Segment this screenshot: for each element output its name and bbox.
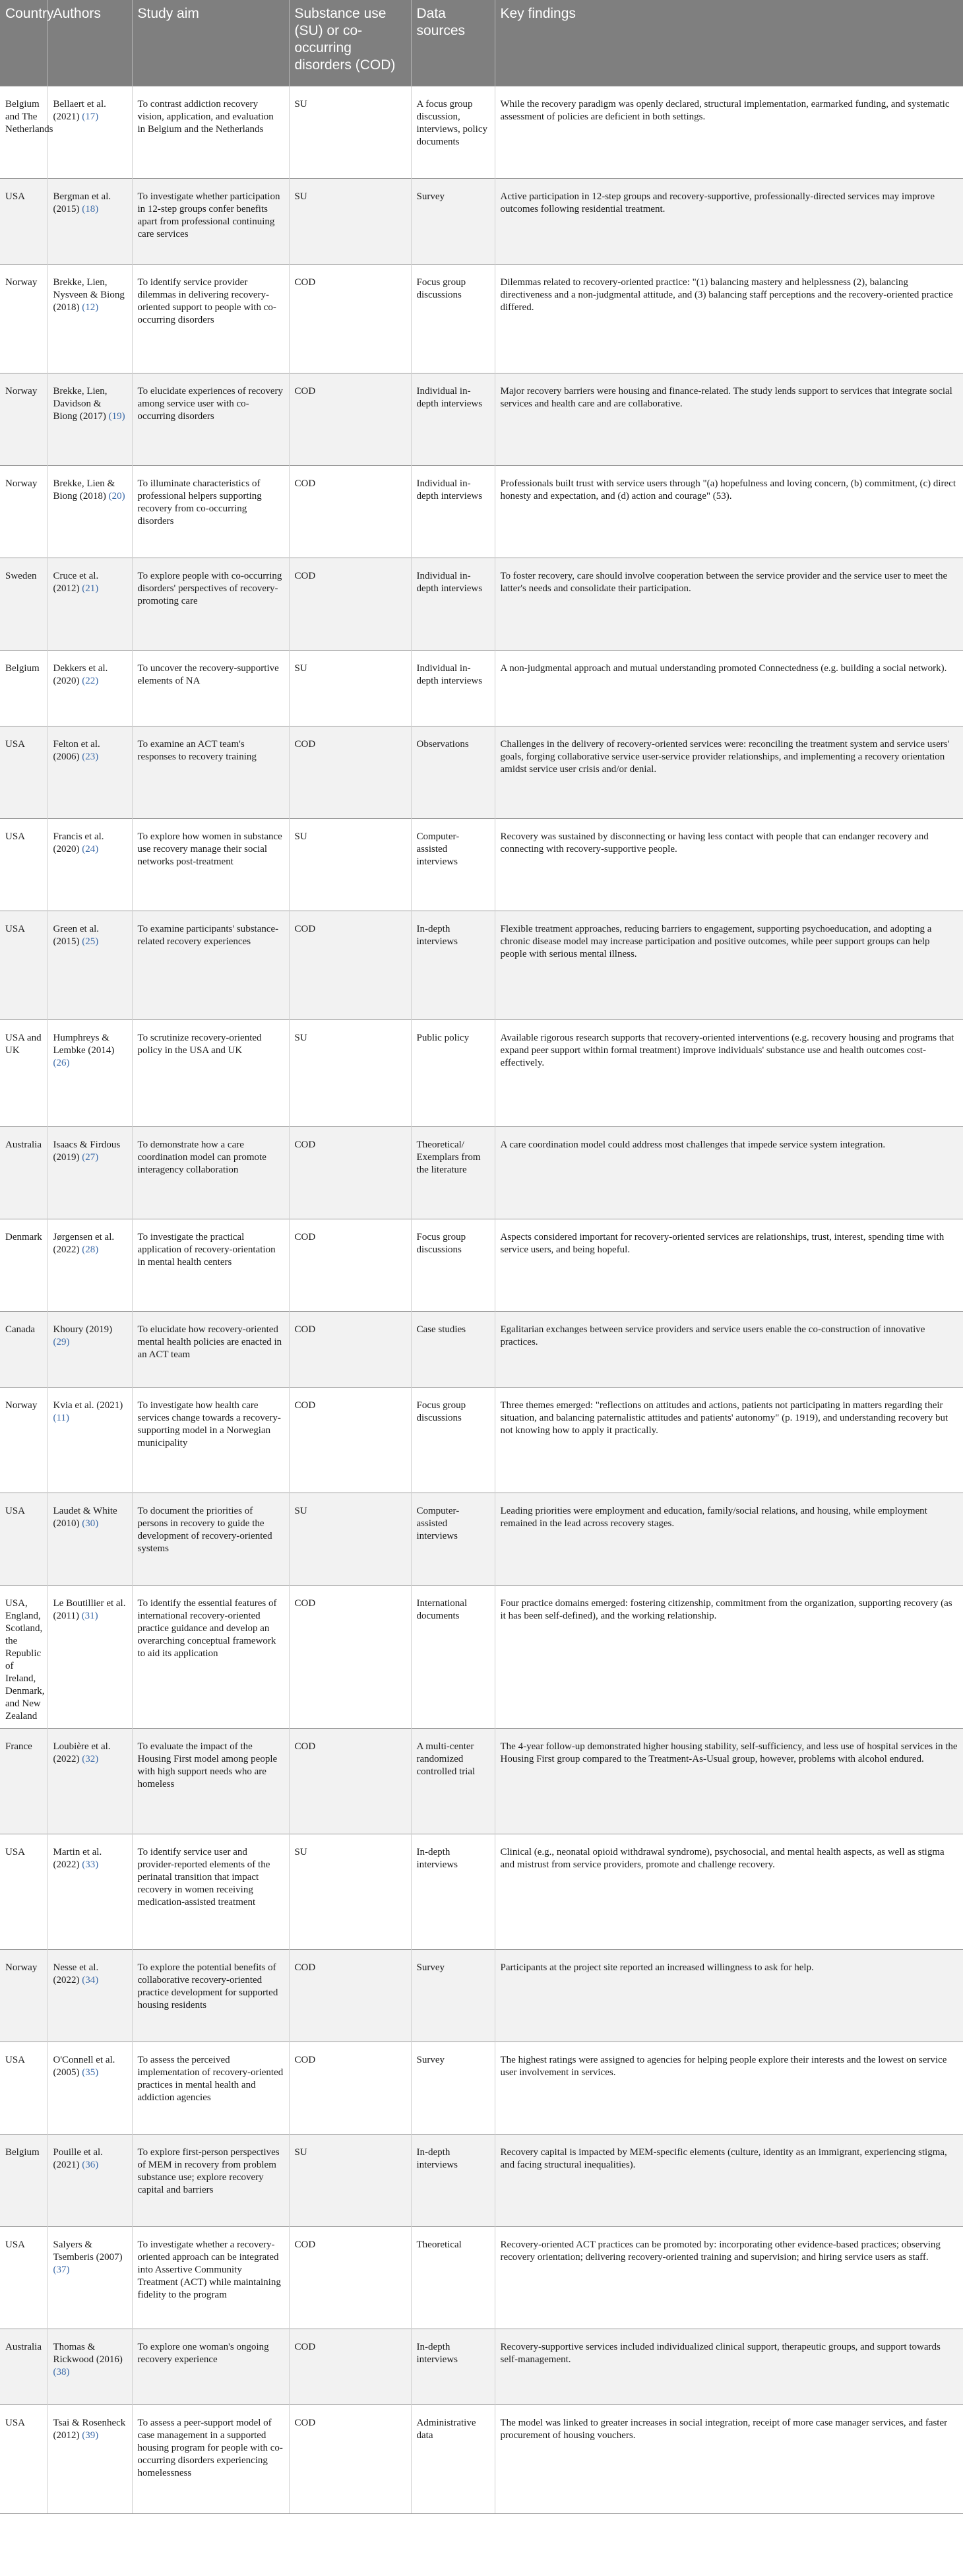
reference-link[interactable]: (22)	[82, 675, 99, 686]
reference-link[interactable]: (38)	[53, 2366, 70, 2377]
key-findings-cell: Participants at the project site reported an increased willingness to ask for help.	[495, 1949, 963, 2042]
table-row	[0, 1728, 963, 1834]
header-row	[0, 0, 963, 86]
study-aim-cell: To investigate the practical application of recovery-orientation in mental health centers	[132, 1219, 289, 1311]
study-aim-cell: To explore the potential benefits of collaborative recovery-oriented practice development for supported housing residents	[132, 1949, 289, 2042]
authors-text: Humphreys & Lembke (2014)	[53, 1032, 115, 1056]
key-findings-cell: The highest ratings were assigned to agencies for helping people explore their interests and the lowest on service user involvement in services.	[495, 2042, 963, 2134]
study-aim-cell: To identify the essential features of international recovery-oriented practice guidance and develop an overarching conceptual framework to aid its application	[132, 1585, 289, 1728]
authors-cell	[47, 1493, 132, 1585]
study-aim-cell: To document the priorities of persons in recovery to guide the development of recovery-oriented systems	[132, 1493, 289, 1585]
country-cell: Norway	[0, 1949, 47, 2042]
table-row	[0, 1949, 963, 2042]
reference-link[interactable]: (37)	[53, 2264, 70, 2275]
su-cod-cell: SU	[289, 86, 411, 178]
key-findings-cell: Flexible treatment approaches, reducing barriers to engagement, supporting psychoeducation, and adopting a chronic disease model may increase participation and positive outcomes, while peer support groups can help people with serious mental illness.	[495, 911, 963, 1019]
key-findings-cell: Professionals built trust with service users through "(a) hopefulness and loving concern, (b) commitment, (c) direct honesty and expectation, and (d) action and courage" (53).	[495, 465, 963, 558]
table-row	[0, 2042, 963, 2134]
reference-link[interactable]: (35)	[82, 2067, 99, 2078]
data-source-cell: Survey	[411, 1949, 495, 2042]
key-findings-cell: Leading priorities were employment and education, family/social relations, and housing, while employment remained in the lead across recovery stages.	[495, 1493, 963, 1585]
country-cell: USA	[0, 2404, 47, 2513]
study-aim-cell: To explore one woman's ongoing recovery experience	[132, 2329, 289, 2404]
key-findings-cell: The model was linked to greater increases in social integration, receipt of more case manager services, and faster procurement of housing vouchers.	[495, 2404, 963, 2513]
data-source-cell: Individual in-depth interviews	[411, 373, 495, 465]
country-cell: USA, England, Scotland, the Republic of Ireland, Denmark, and New Zealand	[0, 1585, 47, 1728]
reference-link[interactable]: (30)	[82, 1518, 99, 1529]
key-findings-cell: Challenges in the delivery of recovery-oriented services were: reconciling the treatment system and service users' goals, forging collaborative service user-service provider relationships, and implementing a recovery orientation amidst service user crisis and/or denial.	[495, 726, 963, 818]
country-cell: USA	[0, 178, 47, 264]
table-row	[0, 1585, 963, 1728]
key-findings-cell: Recovery-oriented ACT practices can be promoted by: incorporating other evidence-based practices; observing recovery orientation; delivering recovery-oriented training and supervision; and hiring service users as staff.	[495, 2226, 963, 2329]
study-aim-cell: To investigate whether participation in 12-step groups confer benefits apart from professional continuing care services	[132, 178, 289, 264]
authors-cell	[47, 2329, 132, 2404]
data-source-cell: Focus group discussions	[411, 264, 495, 373]
study-aim-cell: To elucidate how recovery-oriented mental health policies are enacted in an ACT team	[132, 1311, 289, 1387]
data-source-cell: Computer-assisted interviews	[411, 1493, 495, 1585]
study-aim-cell: To identify service provider dilemmas in delivering recovery-oriented support to people with co-occurring disorders	[132, 264, 289, 373]
key-findings-cell: A care coordination model could address most challenges that impede service system integration.	[495, 1126, 963, 1219]
reference-link[interactable]: (25)	[82, 936, 99, 947]
data-source-cell: Focus group discussions	[411, 1387, 495, 1493]
authors-cell	[47, 650, 132, 726]
country-cell: France	[0, 1728, 47, 1834]
authors-cell	[47, 1019, 132, 1126]
reference-link[interactable]: (32)	[82, 1753, 99, 1764]
authors-cell	[47, 818, 132, 911]
data-source-cell: Computer-assisted interviews	[411, 818, 495, 911]
header-su-or-cod: Substance use (SU) or co-occurring disorders (COD)	[289, 0, 411, 86]
data-source-cell: Survey	[411, 2042, 495, 2134]
table-row	[0, 2134, 963, 2226]
authors-text: Bergman et al. (2015)	[53, 191, 111, 214]
su-cod-cell: COD	[289, 1311, 411, 1387]
table-row	[0, 1387, 963, 1493]
data-source-cell: Individual in-depth interviews	[411, 558, 495, 650]
data-source-cell: In-depth interviews	[411, 2329, 495, 2404]
reference-link[interactable]: (27)	[82, 1151, 99, 1163]
table-row	[0, 178, 963, 264]
data-source-cell: A multi-center randomized controlled trial	[411, 1728, 495, 1834]
authors-cell	[47, 558, 132, 650]
table-row	[0, 373, 963, 465]
country-cell: Norway	[0, 373, 47, 465]
study-aim-cell: To explore how women in substance use recovery manage their social networks post-treatment	[132, 818, 289, 911]
authors-cell	[47, 1949, 132, 2042]
su-cod-cell: COD	[289, 726, 411, 818]
study-aim-cell: To elucidate experiences of recovery among service user with co-occurring disorders	[132, 373, 289, 465]
authors-cell	[47, 1834, 132, 1949]
su-cod-cell: COD	[289, 1949, 411, 2042]
data-source-cell: In-depth interviews	[411, 911, 495, 1019]
authors-text: Bellaert et al. (2021)	[53, 98, 106, 122]
authors-cell	[47, 1728, 132, 1834]
key-findings-cell: Active participation in 12-step groups and recovery-supportive, professionally-directed services may improve outcomes following residential treatment.	[495, 178, 963, 264]
reference-link[interactable]: (21)	[82, 583, 99, 594]
table-row	[0, 1126, 963, 1219]
authors-text: Loubière et al. (2022)	[53, 1741, 111, 1764]
su-cod-cell: COD	[289, 2042, 411, 2134]
su-cod-cell: COD	[289, 373, 411, 465]
authors-text: Brekke, Lien & Biong (2018)	[53, 478, 115, 501]
authors-cell	[47, 2134, 132, 2226]
authors-text: Green et al. (2015)	[53, 923, 100, 947]
authors-text: Jørgensen et al. (2022)	[53, 1231, 115, 1255]
authors-cell	[47, 465, 132, 558]
authors-text: Kvia et al. (2021)	[53, 1400, 123, 1411]
authors-text: Dekkers et al. (2020)	[53, 662, 108, 686]
su-cod-cell: COD	[289, 1585, 411, 1728]
country-cell: USA	[0, 911, 47, 1019]
table-row	[0, 1311, 963, 1387]
study-aim-cell: To explore people with co-occurring disorders' perspectives of recovery-promoting care	[132, 558, 289, 650]
country-cell: Australia	[0, 1126, 47, 1219]
authors-text: Brekke, Lien, Nysveen & Biong (2018)	[53, 276, 125, 313]
key-findings-cell: Dilemmas related to recovery-oriented practice: "(1) balancing mastery and helplessness (2), balancing directiveness and a non-judgmental attitude, and (3) balancing staff perceptions and the recovery-oriented practice differed.	[495, 264, 963, 373]
country-cell: Norway	[0, 1387, 47, 1493]
table-row	[0, 726, 963, 818]
country-cell: USA	[0, 818, 47, 911]
authors-text: O'Connell et al. (2005)	[53, 2054, 115, 2078]
table-row	[0, 1219, 963, 1311]
data-source-cell: Survey	[411, 178, 495, 264]
country-cell: USA	[0, 1834, 47, 1949]
authors-cell	[47, 2404, 132, 2513]
header-authors: Authors	[47, 0, 132, 86]
reference-link[interactable]: (28)	[82, 1244, 99, 1255]
data-source-cell: Administrative data	[411, 2404, 495, 2513]
study-aim-cell: To illuminate characteristics of professional helpers supporting recovery from co-occurring disorders	[132, 465, 289, 558]
header-study-aim: Study aim	[132, 0, 289, 86]
country-cell: USA	[0, 2226, 47, 2329]
authors-text: Isaacs & Firdous (2019)	[53, 1139, 121, 1163]
su-cod-cell: SU	[289, 178, 411, 264]
key-findings-cell: Recovery capital is impacted by MEM-specific elements (culture, identity as an immigrant, experiencing stigma, and facing structural inequalities).	[495, 2134, 963, 2226]
su-cod-cell: COD	[289, 2404, 411, 2513]
su-cod-cell: SU	[289, 818, 411, 911]
key-findings-cell: Four practice domains emerged: fostering citizenship, commitment from the organization, supporting recovery (as it has been self-defined), and the working relationship.	[495, 1585, 963, 1728]
su-cod-cell: COD	[289, 1387, 411, 1493]
country-cell: Denmark	[0, 1219, 47, 1311]
study-aim-cell: To identify service user and provider-reported elements of the perinatal transition that impact recovery in women receiving medication-assisted treatment	[132, 1834, 289, 1949]
country-cell: Norway	[0, 264, 47, 373]
authors-cell	[47, 1311, 132, 1387]
reference-link[interactable]: (29)	[53, 1336, 70, 1347]
study-aim-cell: To uncover the recovery-supportive elements of NA	[132, 650, 289, 726]
key-findings-cell: Major recovery barriers were housing and finance-related. The study lends support to services that integrate social services and health care and are collaborative.	[495, 373, 963, 465]
authors-cell	[47, 911, 132, 1019]
reference-link[interactable]: (23)	[82, 751, 99, 762]
authors-cell	[47, 2226, 132, 2329]
data-source-cell: International documents	[411, 1585, 495, 1728]
su-cod-cell: COD	[289, 2226, 411, 2329]
key-findings-cell: While the recovery paradigm was openly declared, structural implementation, earmarked funding, and systematic assessment of policies are deficient in both settings.	[495, 86, 963, 178]
country-cell: Belgium	[0, 2134, 47, 2226]
table-row	[0, 465, 963, 558]
key-findings-cell: Egalitarian exchanges between service providers and service users enable the co-construction of innovative practices.	[495, 1311, 963, 1387]
study-aim-cell: To assess a peer-support model of case management in a supported housing program for people with co-occurring disorders experiencing homelessness	[132, 2404, 289, 2513]
su-cod-cell: COD	[289, 1126, 411, 1219]
reference-link[interactable]: (39)	[82, 2430, 99, 2441]
data-source-cell: Observations	[411, 726, 495, 818]
reference-link[interactable]: (34)	[82, 1974, 99, 1985]
country-cell: Belgium	[0, 650, 47, 726]
study-aim-cell: To examine participants' substance-related recovery experiences	[132, 911, 289, 1019]
authors-text: Tsai & Rosenheck (2012)	[53, 2417, 126, 2441]
su-cod-cell: COD	[289, 2329, 411, 2404]
reference-link[interactable]: (33)	[82, 1859, 99, 1870]
reference-link[interactable]: (17)	[82, 111, 99, 122]
reference-link[interactable]: (26)	[53, 1057, 70, 1068]
authors-text: Felton et al. (2006)	[53, 738, 100, 762]
authors-cell	[47, 1387, 132, 1493]
authors-text: Brekke, Lien, Davidson & Biong (2017)	[53, 385, 108, 422]
authors-cell	[47, 86, 132, 178]
authors-text: Francis et al. (2020)	[53, 831, 104, 854]
study-aim-cell: To contrast addiction recovery vision, application, and evaluation in Belgium and the Netherlands	[132, 86, 289, 178]
table-row	[0, 1493, 963, 1585]
authors-text: Laudet & White (2010)	[53, 1505, 117, 1529]
data-source-cell: Focus group discussions	[411, 1219, 495, 1311]
authors-cell	[47, 1585, 132, 1728]
data-source-cell: Theoretical/ Exemplars from the literature	[411, 1126, 495, 1219]
country-cell: USA and UK	[0, 1019, 47, 1126]
authors-text: Martin et al. (2022)	[53, 1846, 102, 1870]
su-cod-cell: COD	[289, 1728, 411, 1834]
su-cod-cell: COD	[289, 911, 411, 1019]
reference-link[interactable]: (19)	[108, 410, 125, 422]
data-source-cell: Individual in-depth interviews	[411, 650, 495, 726]
reference-link[interactable]: (24)	[82, 843, 99, 854]
authors-cell	[47, 1219, 132, 1311]
key-findings-cell: Recovery-supportive services included individualized clinical support, therapeutic groups, and support towards self-management.	[495, 2329, 963, 2404]
su-cod-cell: COD	[289, 465, 411, 558]
table-row	[0, 911, 963, 1019]
header-data-sources: Data sources	[411, 0, 495, 86]
table-row	[0, 1019, 963, 1126]
authors-text: Thomas & Rickwood (2016)	[53, 2341, 123, 2365]
key-findings-cell: Aspects considered important for recovery-oriented services are relationships, trust, interest, spending time with service users, and being hopeful.	[495, 1219, 963, 1311]
data-source-cell: A focus group discussion, interviews, policy documents	[411, 86, 495, 178]
country-cell: USA	[0, 726, 47, 818]
study-aim-cell: To investigate whether a recovery-oriented approach can be integrated into Assertive Community Treatment (ACT) while maintaining fidelity to the program	[132, 2226, 289, 2329]
data-source-cell: Public policy	[411, 1019, 495, 1126]
su-cod-cell: COD	[289, 1219, 411, 1311]
authors-text: Pouille et al. (2021)	[53, 2146, 103, 2170]
country-cell: Norway	[0, 465, 47, 558]
study-aim-cell: To investigate how health care services change towards a recovery-supporting model in a Norwegian municipality	[132, 1387, 289, 1493]
su-cod-cell: SU	[289, 1019, 411, 1126]
authors-text: Cruce et al. (2012)	[53, 570, 99, 594]
su-cod-cell: SU	[289, 2134, 411, 2226]
authors-cell	[47, 2042, 132, 2134]
country-cell: Australia	[0, 2329, 47, 2404]
study-aim-cell: To assess the perceived implementation of recovery-oriented practices in mental health and addiction agencies	[132, 2042, 289, 2134]
table-row	[0, 558, 963, 650]
header-key-findings: Key findings	[495, 0, 963, 86]
table-row	[0, 818, 963, 911]
su-cod-cell: SU	[289, 1493, 411, 1585]
country-cell: Belgium and The Netherlands	[0, 86, 47, 178]
study-aim-cell: To evaluate the impact of the Housing First model among people with high support needs who are homeless	[132, 1728, 289, 1834]
table-row	[0, 2404, 963, 2513]
key-findings-cell: Recovery was sustained by disconnecting or having less contact with people that can endanger recovery and connecting with recovery-supportive people.	[495, 818, 963, 911]
country-cell: Canada	[0, 1311, 47, 1387]
authors-cell	[47, 178, 132, 264]
data-source-cell: Theoretical	[411, 2226, 495, 2329]
reference-link[interactable]: (20)	[108, 490, 125, 501]
study-aim-cell: To demonstrate how a care coordination model can promote interagency collaboration	[132, 1126, 289, 1219]
study-aim-cell: To examine an ACT team's responses to recovery training	[132, 726, 289, 818]
authors-cell	[47, 1126, 132, 1219]
reference-link[interactable]: (11)	[53, 1412, 69, 1423]
table-row	[0, 2329, 963, 2404]
key-findings-cell: The 4-year follow-up demonstrated higher housing stability, self-sufficiency, and less use of hospital services in the Housing First group compared to the Treatment-As-Usual group, however, problems with alcohol endured.	[495, 1728, 963, 1834]
reference-link[interactable]: (31)	[81, 1610, 98, 1621]
table-row	[0, 2226, 963, 2329]
reference-link[interactable]: (12)	[82, 302, 99, 313]
key-findings-cell: A non-judgmental approach and mutual understanding promoted Connectedness (e.g. building a social network).	[495, 650, 963, 726]
authors-text: Salyers & Tsemberis (2007)	[53, 2239, 123, 2263]
data-source-cell: Individual in-depth interviews	[411, 465, 495, 558]
data-source-cell: In-depth interviews	[411, 1834, 495, 1949]
country-cell: Sweden	[0, 558, 47, 650]
key-findings-cell: Clinical (e.g., neonatal opioid withdrawal syndrome), psychosocial, and mental health aspects, as well as stigma and mistrust from service providers, promote and challenge recovery.	[495, 1834, 963, 1949]
reference-link[interactable]: (36)	[82, 2159, 99, 2170]
study-aim-cell: To scrutinize recovery-oriented policy in the USA and UK	[132, 1019, 289, 1126]
authors-text: Le Boutillier et al. (2011)	[53, 1597, 126, 1621]
su-cod-cell: COD	[289, 558, 411, 650]
study-aim-cell: To explore first-person perspectives of MEM in recovery from problem substance use; explore recovery capital and barriers	[132, 2134, 289, 2226]
table-row	[0, 86, 963, 178]
authors-text: Nesse et al. (2022)	[53, 1962, 99, 1985]
table-row	[0, 264, 963, 373]
table-row	[0, 650, 963, 726]
table-row	[0, 1834, 963, 1949]
authors-cell	[47, 264, 132, 373]
authors-cell	[47, 726, 132, 818]
key-findings-cell: Three themes emerged: "reflections on attitudes and actions, patients not participating in matters regarding their situation, and balancing paternalistic attitudes and patients' autonomy" (p. 1919), and understanding recovery but not knowing how to apply it practically.	[495, 1387, 963, 1493]
su-cod-cell: SU	[289, 650, 411, 726]
country-cell: USA	[0, 2042, 47, 2134]
data-source-cell: In-depth interviews	[411, 2134, 495, 2226]
key-findings-cell: Available rigorous research supports that recovery-oriented interventions (e.g. recovery housing and programs that expand peer support within formal treatment) improve individuals' substance use and health outcomes cost-effectively.	[495, 1019, 963, 1126]
country-cell: USA	[0, 1493, 47, 1585]
data-source-cell: Case studies	[411, 1311, 495, 1387]
reference-link[interactable]: (18)	[82, 203, 99, 214]
su-cod-cell: SU	[289, 1834, 411, 1949]
su-cod-cell: COD	[289, 264, 411, 373]
key-findings-cell: To foster recovery, care should involve cooperation between the service provider and the service user to meet the latter's needs and consolidate their participation.	[495, 558, 963, 650]
authors-cell	[47, 373, 132, 465]
header-country: Country	[0, 0, 47, 86]
authors-text: Khoury (2019)	[53, 1324, 113, 1335]
